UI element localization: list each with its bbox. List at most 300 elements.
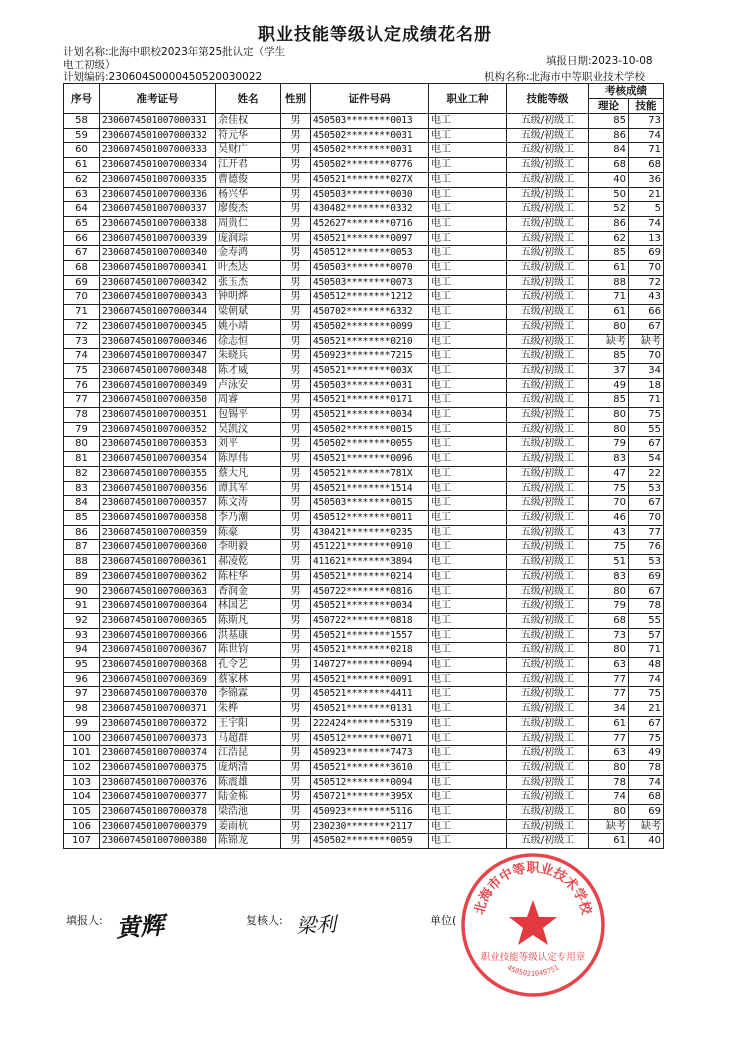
row-level: 五级/初级工 [507,363,589,378]
row-gender: 男 [281,466,311,481]
row-skill: 57 [629,628,664,643]
row-name: 叶杰达 [216,261,281,276]
row-gender: 男 [281,555,311,570]
row-level: 五级/初级工 [507,819,589,834]
row-seq: 62 [64,172,100,187]
row-exam-no: 2306074501007000335 [100,172,216,187]
row-gender: 男 [281,349,311,364]
row-skill: 67 [629,437,664,452]
row-id-no: 450503********0031 [311,378,429,393]
row-gender: 男 [281,143,311,158]
row-level: 五级/初级工 [507,393,589,408]
row-exam-no: 2306074501007000351 [100,408,216,423]
row-seq: 88 [64,555,100,570]
row-theory: 61 [589,834,629,849]
row-gender: 男 [281,114,311,129]
table-row [64,510,664,525]
row-id-no: 450521********0131 [311,702,429,717]
table-row [64,658,664,673]
row-skill: 40 [629,834,664,849]
row-skill: 74 [629,216,664,231]
row-level: 五级/初级工 [507,172,589,187]
row-name: 梁朝斌 [216,305,281,320]
row-level: 五级/初级工 [507,540,589,555]
org-name [484,69,645,84]
row-skill: 48 [629,658,664,673]
row-skill: 67 [629,496,664,511]
row-seq: 58 [64,114,100,129]
row-name: 姚小靖 [216,319,281,334]
row-level: 五级/初级工 [507,805,589,820]
row-trade: 电工 [429,363,507,378]
table-row [64,202,664,217]
row-trade: 电工 [429,569,507,584]
row-exam-no: 2306074501007000372 [100,716,216,731]
table-row [64,216,664,231]
row-trade: 电工 [429,378,507,393]
row-level: 五级/初级工 [507,466,589,481]
row-level: 五级/初级工 [507,422,589,437]
row-seq: 74 [64,349,100,364]
row-name: 陈世钧 [216,643,281,658]
row-exam-no: 2306074501007000339 [100,231,216,246]
col-level: 技能等级 [507,84,589,114]
row-exam-no: 2306074501007000370 [100,687,216,702]
row-gender: 男 [281,569,311,584]
row-level: 五级/初级工 [507,334,589,349]
table-row [64,143,664,158]
table-row [64,687,664,702]
row-theory: 71 [589,290,629,305]
row-name: 香润金 [216,584,281,599]
row-level: 五级/初级工 [507,437,589,452]
row-skill: 5 [629,202,664,217]
row-trade: 电工 [429,202,507,217]
table-row [64,452,664,467]
row-trade: 电工 [429,672,507,687]
row-skill: 72 [629,275,664,290]
row-exam-no: 2306074501007000380 [100,834,216,849]
row-exam-no: 2306074501007000331 [100,114,216,129]
row-trade: 电工 [429,790,507,805]
row-gender: 男 [281,452,311,467]
row-trade: 电工 [429,525,507,540]
row-name: 蔡家林 [216,672,281,687]
row-skill: 67 [629,319,664,334]
plan-code-label: 计划编码: [63,71,109,83]
row-level: 五级/初级工 [507,290,589,305]
row-exam-no: 2306074501007000363 [100,584,216,599]
row-trade: 电工 [429,643,507,658]
row-trade: 电工 [429,599,507,614]
table-row [64,437,664,452]
row-gender: 男 [281,760,311,775]
row-gender: 男 [281,731,311,746]
row-exam-no: 2306074501007000361 [100,555,216,570]
row-name: 马超群 [216,731,281,746]
row-trade: 电工 [429,349,507,364]
row-trade: 电工 [429,687,507,702]
table-row [64,790,664,805]
row-id-no: 450512********0011 [311,510,429,525]
row-gender: 男 [281,805,311,820]
row-exam-no: 2306074501007000355 [100,466,216,481]
table-row [64,805,664,820]
row-skill: 54 [629,452,664,467]
row-trade: 电工 [429,452,507,467]
row-seq: 63 [64,187,100,202]
row-trade: 电工 [429,114,507,129]
row-level: 五级/初级工 [507,216,589,231]
row-seq: 73 [64,334,100,349]
row-gender: 男 [281,408,311,423]
table-row [64,408,664,423]
row-theory: 77 [589,687,629,702]
row-seq: 70 [64,290,100,305]
seal-arc-text: 北海市中等职业技术学校 [472,861,594,917]
row-seq: 81 [64,452,100,467]
table-row [64,261,664,276]
fill-date-value: 2023-10-08 [591,55,653,67]
row-name: 卢泳安 [216,378,281,393]
row-theory: 43 [589,525,629,540]
row-gender: 男 [281,290,311,305]
table-row [64,760,664,775]
reviewer-signature: 梁利 [295,911,337,939]
row-skill: 73 [629,114,664,129]
row-exam-no: 2306074501007000358 [100,510,216,525]
row-theory: 80 [589,408,629,423]
row-id-no: 450502********0031 [311,143,429,158]
row-seq: 100 [64,731,100,746]
row-name: 陈柱华 [216,569,281,584]
row-seq: 66 [64,231,100,246]
row-name: 林国艺 [216,599,281,614]
row-exam-no: 2306074501007000362 [100,569,216,584]
row-id-no: 450512********0071 [311,731,429,746]
row-seq: 60 [64,143,100,158]
row-level: 五级/初级工 [507,349,589,364]
col-id-no: 证件号码 [311,84,429,114]
row-theory: 80 [589,643,629,658]
seal-code: 4505021049751 [505,963,561,978]
row-level: 五级/初级工 [507,275,589,290]
table-row [64,466,664,481]
row-name: 江开君 [216,158,281,173]
row-trade: 电工 [429,422,507,437]
row-exam-no: 2306074501007000352 [100,422,216,437]
row-id-no: 450512********0053 [311,246,429,261]
row-theory: 70 [589,496,629,511]
table-row [64,290,664,305]
row-seq: 98 [64,702,100,717]
row-id-no: 450502********0031 [311,128,429,143]
row-skill: 缺考 [629,819,664,834]
row-name: 陈震雄 [216,775,281,790]
table-row [64,422,664,437]
row-seq: 89 [64,569,100,584]
table-row [64,569,664,584]
row-name: 陆金栋 [216,790,281,805]
row-level: 五级/初级工 [507,143,589,158]
row-seq: 65 [64,216,100,231]
row-trade: 电工 [429,834,507,849]
row-name: 李乃潮 [216,510,281,525]
row-id-no: 450503********0030 [311,187,429,202]
row-seq: 78 [64,408,100,423]
row-id-no: 450521********0034 [311,599,429,614]
row-trade: 电工 [429,158,507,173]
row-trade: 电工 [429,481,507,496]
row-trade: 电工 [429,408,507,423]
row-trade: 电工 [429,584,507,599]
row-id-no: 450502********0015 [311,422,429,437]
row-theory: 80 [589,805,629,820]
row-exam-no: 2306074501007000349 [100,378,216,393]
row-seq: 85 [64,510,100,525]
row-exam-no: 2306074501007000377 [100,790,216,805]
unit-label: 单位( [430,914,457,927]
row-level: 五级/初级工 [507,246,589,261]
table-row [64,643,664,658]
row-skill: 68 [629,158,664,173]
row-skill: 13 [629,231,664,246]
row-skill: 78 [629,599,664,614]
table-row [64,540,664,555]
row-theory: 40 [589,172,629,187]
row-theory: 80 [589,584,629,599]
row-id-no: 450521********0034 [311,408,429,423]
row-seq: 102 [64,760,100,775]
row-gender: 男 [281,305,311,320]
row-name: 蔡大凡 [216,466,281,481]
row-level: 五级/初级工 [507,746,589,761]
row-name: 李明毅 [216,540,281,555]
row-theory: 79 [589,599,629,614]
row-name: 吴凯汶 [216,422,281,437]
row-id-no: 450521********1514 [311,481,429,496]
row-gender: 男 [281,628,311,643]
table-row [64,305,664,320]
row-id-no: 430421********0235 [311,525,429,540]
row-theory: 63 [589,658,629,673]
row-gender: 男 [281,216,311,231]
row-skill: 71 [629,393,664,408]
reviewer-label: 复核人: [246,914,283,927]
row-level: 五级/初级工 [507,599,589,614]
row-id-no: 411621********3894 [311,555,429,570]
row-exam-no: 2306074501007000379 [100,819,216,834]
row-skill: 74 [629,672,664,687]
row-trade: 电工 [429,775,507,790]
row-name: 吴财广 [216,143,281,158]
row-exam-no: 2306074501007000341 [100,261,216,276]
row-level: 五级/初级工 [507,261,589,276]
row-theory: 52 [589,202,629,217]
row-trade: 电工 [429,760,507,775]
table-row [64,363,664,378]
row-gender: 男 [281,834,311,849]
row-seq: 67 [64,246,100,261]
row-exam-no: 2306074501007000369 [100,672,216,687]
row-theory: 34 [589,702,629,717]
row-gender: 男 [281,158,311,173]
row-name: 张玉杰 [216,275,281,290]
row-skill: 缺考 [629,334,664,349]
col-name: 姓名 [216,84,281,114]
row-gender: 男 [281,658,311,673]
row-skill: 75 [629,731,664,746]
row-trade: 电工 [429,496,507,511]
row-trade: 电工 [429,128,507,143]
row-id-no: 450521********4411 [311,687,429,702]
row-exam-no: 2306074501007000343 [100,290,216,305]
row-exam-no: 2306074501007000367 [100,643,216,658]
table-row [64,613,664,628]
row-name: 陈豪 [216,525,281,540]
row-skill: 69 [629,805,664,820]
row-name: 刘平 [216,437,281,452]
row-gender: 男 [281,393,311,408]
row-exam-no: 2306074501007000368 [100,658,216,673]
row-theory: 86 [589,128,629,143]
row-skill: 55 [629,422,664,437]
row-level: 五级/初级工 [507,716,589,731]
row-id-no: 450721********395X [311,790,429,805]
row-trade: 电工 [429,466,507,481]
row-exam-no: 2306074501007000364 [100,599,216,614]
row-seq: 83 [64,481,100,496]
row-skill: 75 [629,408,664,423]
row-gender: 男 [281,510,311,525]
row-level: 五级/初级工 [507,702,589,717]
row-theory: 37 [589,363,629,378]
row-seq: 94 [64,643,100,658]
row-level: 五级/初级工 [507,496,589,511]
row-theory: 77 [589,731,629,746]
org-name-label: 机构名称: [484,71,530,83]
col-trade: 职业工种 [429,84,507,114]
table-row [64,158,664,173]
row-id-no: 451221********0910 [311,540,429,555]
row-id-no: 450923********5116 [311,805,429,820]
row-seq: 97 [64,687,100,702]
row-theory: 47 [589,466,629,481]
row-exam-no: 2306074501007000334 [100,158,216,173]
table-row [64,246,664,261]
row-id-no: 450923********7215 [311,349,429,364]
row-skill: 78 [629,760,664,775]
row-level: 五级/初级工 [507,731,589,746]
row-theory: 75 [589,481,629,496]
row-theory: 61 [589,305,629,320]
row-level: 五级/初级工 [507,452,589,467]
row-skill: 18 [629,378,664,393]
row-name: 周睿 [216,393,281,408]
row-exam-no: 2306074501007000353 [100,437,216,452]
row-name: 江浩昆 [216,746,281,761]
row-gender: 男 [281,246,311,261]
row-seq: 68 [64,261,100,276]
row-theory: 86 [589,216,629,231]
row-name: 梁浩池 [216,805,281,820]
row-name: 朱桦 [216,702,281,717]
row-theory: 49 [589,378,629,393]
row-level: 五级/初级工 [507,555,589,570]
row-theory: 80 [589,760,629,775]
row-theory: 80 [589,422,629,437]
row-gender: 男 [281,819,311,834]
row-exam-no: 2306074501007000374 [100,746,216,761]
table-row [64,114,664,129]
row-name: 周贵仁 [216,216,281,231]
col-exam-no: 准考证号 [100,84,216,114]
row-gender: 男 [281,525,311,540]
row-name: 陈文涛 [216,496,281,511]
table-row [64,481,664,496]
row-seq: 103 [64,775,100,790]
row-id-no: 450512********0094 [311,775,429,790]
row-name: 王宇阳 [216,716,281,731]
row-name: 庞润琮 [216,231,281,246]
row-exam-no: 2306074501007000347 [100,349,216,364]
table-row [64,672,664,687]
row-seq: 86 [64,525,100,540]
row-exam-no: 2306074501007000332 [100,128,216,143]
row-id-no: 450512********1212 [311,290,429,305]
row-skill: 43 [629,290,664,305]
row-level: 五级/初级工 [507,790,589,805]
table-row [64,716,664,731]
row-id-no: 450502********0776 [311,158,429,173]
row-trade: 电工 [429,716,507,731]
row-seq: 75 [64,363,100,378]
row-exam-no: 2306074501007000344 [100,305,216,320]
row-gender: 男 [281,275,311,290]
table-row [64,628,664,643]
row-skill: 53 [629,555,664,570]
row-name: 洪基康 [216,628,281,643]
seal-bottom-text: 职业技能等级认定专用章 [480,952,586,963]
row-level: 五级/初级工 [507,481,589,496]
row-gender: 男 [281,746,311,761]
table-row [64,319,664,334]
row-name: 陈才威 [216,363,281,378]
row-seq: 72 [64,319,100,334]
row-trade: 电工 [429,555,507,570]
row-gender: 男 [281,716,311,731]
row-exam-no: 2306074501007000378 [100,805,216,820]
row-theory: 83 [589,452,629,467]
row-seq: 93 [64,628,100,643]
row-skill: 75 [629,687,664,702]
table-row [64,231,664,246]
svg-text:4505021049751 [506,964,560,978]
table-row [64,599,664,614]
row-name: 徐志恒 [216,334,281,349]
row-skill: 67 [629,584,664,599]
table-row [64,393,664,408]
plan-name-label: 计划名称: [63,46,109,58]
row-name: 姜雨杭 [216,819,281,834]
row-theory: 85 [589,114,629,129]
table-row [64,555,664,570]
fill-date-label: 填报日期: [546,55,592,67]
row-level: 五级/初级工 [507,510,589,525]
row-exam-no: 2306074501007000338 [100,216,216,231]
row-level: 五级/初级工 [507,569,589,584]
row-level: 五级/初级工 [507,760,589,775]
